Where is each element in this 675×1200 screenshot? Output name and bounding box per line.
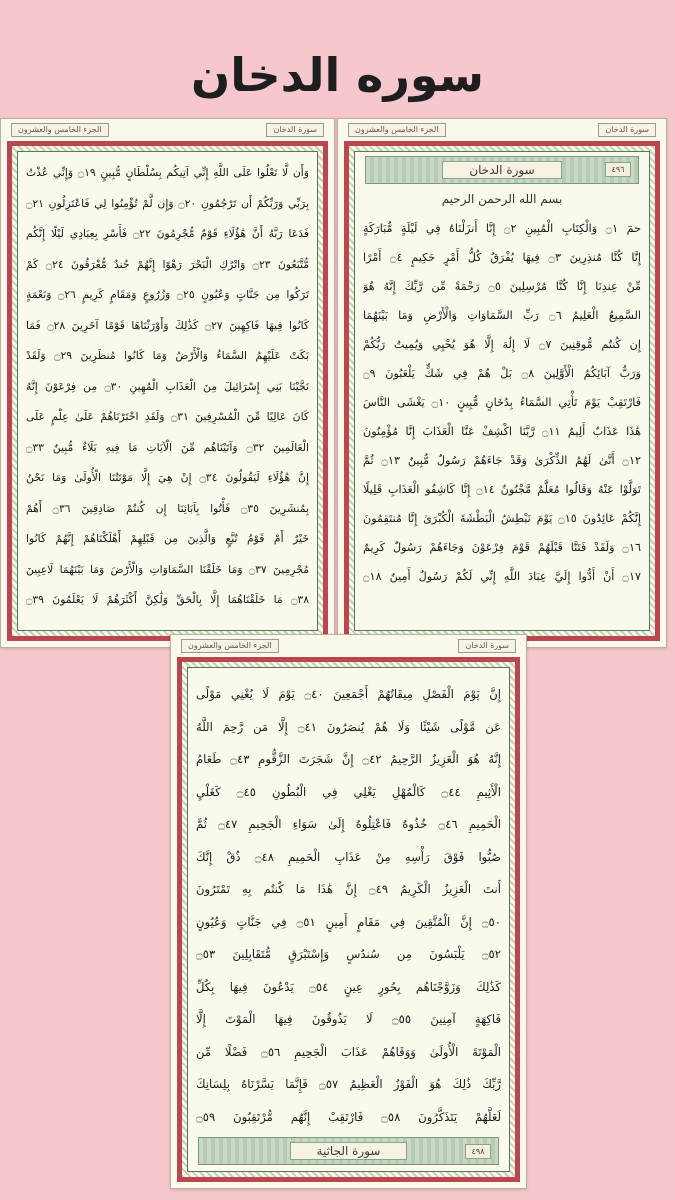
- verse-line: مُجْرِمِينَ ۝٣٧ وَمَا خَلَقْنَا السَّمَاوَاتِ وَالْأَرْضَ وَمَا بَيْنَهُمَا لَاعِبِينَ: [26, 562, 309, 576]
- verse-lines: [363, 214, 641, 591]
- verse-line: صُبُّوا فَوْقَ رَأْسِهِ مِنْ عَذَابِ الْحَمِيمِ ۝٤٨ ذُقْ إِنَّكَ: [196, 849, 501, 864]
- surah-banner: [365, 156, 639, 184]
- surah-banner: [198, 1137, 499, 1165]
- header-surah-name: سورة الدخان: [458, 639, 516, 653]
- surah-banner-title: سورة الجاثية: [290, 1142, 408, 1160]
- verse-line: الْعَالَمِينَ ۝٣٢ وَآتَيْنَاهُم مِّنَ الْآيَاتِ مَا فِيهِ بَلَاءٌ مُّبِينٌ ۝٣٣: [26, 440, 309, 454]
- verse-line: ۝١٧ أَنْ أَدُّوا إِلَيَّ عِبَادَ اللَّهِ إِنِّي لَكُمْ رَسُولٌ أَمِينٌ ۝١٨: [363, 570, 641, 583]
- verse-line: مِّنْ عِندِنَا إِنَّا كُنَّا مُرْسِلِينَ ۝٥ رَحْمَةً مِّن رَّبِّكَ إِنَّهُ هُوَ: [363, 280, 641, 293]
- verse-line: خَيْرٌ أَمْ قَوْمُ تُبَّعٍ وَالَّذِينَ مِن قَبْلِهِمْ أَهْلَكْنَاهُمْ إِنَّهُمْ كَانُوا: [26, 532, 309, 545]
- verse-lines: [26, 158, 309, 616]
- verse-line: إِنَّ يَوْمَ الْفَصْلِ مِيقَاتُهُمْ أَجْمَعِينَ ۝٤٠ يَوْمَ لَا يُغْنِي مَوْلًى: [196, 687, 501, 701]
- verse-line: حمٓ ۝١ وَالْكِتَابِ الْمُبِينِ ۝٢ إِنَّا أَنزَلْنَاهُ فِي لَيْلَةٍ مُّبَارَكَةٍ: [363, 222, 641, 235]
- verse-line: ۝٥٠ إِنَّ الْمُتَّقِينَ فِي مَقَامٍ أَمِينٍ ۝٥١ فِي جَنَّاتٍ وَعُيُونٍ: [196, 914, 501, 929]
- verse-line: ۝٥٢ يَلْبَسُونَ مِن سُندُسٍ وَإِسْتَبْرَقٍ مُّتَقَابِلِينَ ۝٥٣: [196, 947, 501, 961]
- quran-page-left: [0, 118, 335, 648]
- verse-line: كَانُوا فِيهَا فَاكِهِينَ ۝٢٧ كَذَٰلِكَ وَأَوْرَثْنَاهَا قَوْمًا آخَرِينَ ۝٢٨ فَمَا: [26, 318, 309, 332]
- verse-line: إِن كُنتُم مُّوقِنِينَ ۝٧ لَا إِلَٰهَ إِلَّا هُوَ يُحْيِي وَيُمِيتُ رَبُّكُمْ: [363, 338, 641, 351]
- page-title: سوره الدخان: [190, 48, 485, 102]
- ornamental-frame: [344, 141, 660, 641]
- basmala: بسم الله الرحمن الرحيم: [441, 192, 563, 206]
- verse-line: كَذَٰلِكَ وَزَوَّجْنَاهُم بِحُورٍ عِينٍ ۝٥٤ يَدْعُونَ فِيهَا بِكُلِّ: [196, 979, 501, 994]
- header-surah-name: سورة الدخان: [266, 123, 324, 137]
- verse-line: عَن مَّوْلًى شَيْئًا وَلَا هُمْ يُنصَرُونَ ۝٤١ إِلَّا مَن رَّحِمَ اللَّهُ: [196, 719, 501, 734]
- page-header: [11, 123, 324, 137]
- verse-line: تَوَلَّوْا عَنْهُ وَقَالُوا مُعَلَّمٌ مَّجْنُونٌ ۝١٤ إِنَّا كَاشِفُو الْعَذَابِ قَلِيلًا: [363, 483, 641, 496]
- page-header: [348, 123, 656, 137]
- verse-line: إِنَّهُ هُوَ الْعَزِيزُ الرَّحِيمُ ۝٤٢ إِنَّ شَجَرَتَ الزَّقُّومِ ۝٤٣ طَعَامُ: [196, 752, 501, 766]
- verse-line: وَأَن لَّا تَعْلُوا عَلَى اللَّهِ إِنِّي آتِيكُم بِسُلْطَانٍ مُّبِينٍ ۝١٩ وَإِنِّي عُذْتُ: [26, 166, 309, 179]
- text-area: [354, 151, 650, 631]
- header-juz-name: الجزء الخامس والعشرون: [348, 123, 446, 137]
- verse-line: الْمَوْتَةَ الْأُولَىٰ وَوَقَاهُمْ عَذَابَ الْجَحِيمِ ۝٥٦ فَضْلًا مِّن: [196, 1044, 501, 1059]
- verse-line: فَارْتَقِبْ يَوْمَ تَأْتِي السَّمَاءُ بِدُخَانٍ مُّبِينٍ ۝١٠ يَغْشَى النَّاسَ: [363, 396, 641, 409]
- verse-line: هَٰذَا عَذَابٌ أَلِيمٌ ۝١١ رَّبَّنَا اكْشِفْ عَنَّا الْعَذَابَ إِنَّا مُؤْمِنُونَ: [363, 425, 641, 438]
- verse-line: مُّتَّبَعُونَ ۝٢٣ وَاتْرُكِ الْبَحْرَ رَهْوًا إِنَّهُمْ جُندٌ مُّغْرَقُونَ ۝٢٤ كَمْ: [26, 257, 309, 271]
- page-header: [181, 639, 516, 653]
- verse-line: ۝١٦ وَلَقَدْ فَتَنَّا قَبْلَهُمْ قَوْمَ فِرْعَوْنَ وَجَاءَهُمْ رَسُولٌ كَرِيمٌ: [363, 541, 641, 554]
- verse-line: الْحَمِيمِ ۝٤٦ خُذُوهُ فَاعْتِلُوهُ إِلَىٰ سَوَاءِ الْجَحِيمِ ۝٤٧ ثُمَّ: [196, 817, 501, 831]
- page-number: ٤٩٦: [605, 162, 631, 177]
- verse-line: إِنَّ هَٰؤُلَاءِ لَيَقُولُونَ ۝٣٤ إِنْ هِيَ إِلَّا مَوْتَتُنَا الْأُولَىٰ وَمَا نَحْنُ: [26, 471, 309, 484]
- header-juz-name: الجزء الخامس والعشرون: [11, 123, 109, 137]
- ornamental-frame: [7, 141, 328, 641]
- verse-line: إِنَّا كُنَّا مُنذِرِينَ ۝٣ فِيهَا يُفْرَقُ كُلُّ أَمْرٍ حَكِيمٍ ۝٤ أَمْرًا: [363, 251, 641, 264]
- verse-line: فَدَعَا رَبَّهُ أَنَّ هَٰؤُلَاءِ قَوْمٌ مُّجْرِمُونَ ۝٢٢ فَأَسْرِ بِعِبَادِي لَيْلًا إِنَّكُم: [26, 227, 309, 240]
- verse-line: لَعَلَّهُمْ يَتَذَكَّرُونَ ۝٥٨ فَارْتَقِبْ إِنَّهُم مُّرْتَقِبُونَ ۝٥٩: [196, 1109, 501, 1124]
- header-juz-name: الجزء الخامس والعشرون: [181, 639, 279, 653]
- verse-line: رَّبِّكَ ذَٰلِكَ هُوَ الْفَوْزُ الْعَظِيمُ ۝٥٧ فَإِنَّمَا يَسَّرْنَاهُ بِلِسَانِكَ: [196, 1077, 501, 1091]
- surah-banner-title: سورة الدخان: [442, 161, 561, 179]
- verse-lines: [196, 678, 501, 1133]
- verse-line: بِمُنشَرِينَ ۝٣٥ فَأْتُوا بِآبَائِنَا إِن كُنتُمْ صَادِقِينَ ۝٣٦ أَهُمْ: [26, 501, 309, 515]
- verse-line: إِنَّكُمْ عَائِدُونَ ۝١٥ يَوْمَ نَبْطِشُ الْبَطْشَةَ الْكُبْرَىٰ إِنَّا مُنتَقِمُونَ: [363, 512, 641, 525]
- verse-line: السَّمِيعُ الْعَلِيمُ ۝٦ رَبِّ السَّمَاوَاتِ وَالْأَرْضِ وَمَا بَيْنَهُمَا: [363, 309, 641, 322]
- verse-line: تَرَكُوا مِن جَنَّاتٍ وَعُيُونٍ ۝٢٥ وَزُرُوعٍ وَمَقَامٍ كَرِيمٍ ۝٢٦ وَنَعْمَةٍ: [26, 288, 309, 301]
- text-area: [187, 667, 510, 1172]
- verse-line: نَجَّيْنَا بَنِي إِسْرَائِيلَ مِنَ الْعَذَابِ الْمُهِينِ ۝٣٠ مِن فِرْعَوْنَ إِنَّهُ: [26, 379, 309, 393]
- verse-line: كَانَ عَالِيًا مِّنَ الْمُسْرِفِينَ ۝٣١ وَلَقَدِ اخْتَرْنَاهُمْ عَلَىٰ عِلْمٍ عَلَى: [26, 410, 309, 423]
- quran-page-bottom: [170, 634, 527, 1189]
- quran-page-right: [337, 118, 667, 648]
- text-area: [17, 151, 318, 631]
- verse-line: فَاكِهَةٍ آمِنِينَ ۝٥٥ لَا يَذُوقُونَ فِيهَا الْمَوْتَ إِلَّا: [196, 1012, 501, 1026]
- header-surah-name: سورة الدخان: [598, 123, 656, 137]
- verse-line: بِرَبِّي وَرَبِّكُمْ أَن تَرْجُمُونِ ۝٢٠ وَإِن لَّمْ تُؤْمِنُوا لِي فَاعْتَزِلُونِ ۝٢١: [26, 196, 309, 210]
- verse-line: وَرَبُّ آبَائِكُمُ الْأَوَّلِينَ ۝٨ بَلْ هُمْ فِي شَكٍّ يَلْعَبُونَ ۝٩: [363, 367, 641, 380]
- verse-line: أَنتَ الْعَزِيزُ الْكَرِيمُ ۝٤٩ إِنَّ هَٰذَا مَا كُنتُم بِهِ تَمْتَرُونَ: [196, 882, 501, 896]
- verse-line: الْأَثِيمِ ۝٤٤ كَالْمُهْلِ يَغْلِي فِي الْبُطُونِ ۝٤٥ كَغَلْيِ: [196, 784, 501, 799]
- verse-line: بَكَتْ عَلَيْهِمُ السَّمَاءُ وَالْأَرْضُ وَمَا كَانُوا مُنظَرِينَ ۝٢٩ وَلَقَدْ: [26, 349, 309, 362]
- verse-line: ۝٣٨ مَا خَلَقْنَاهُمَا إِلَّا بِالْحَقِّ وَلَٰكِنَّ أَكْثَرَهُمْ لَا يَعْلَمُونَ ۝٣٩: [26, 593, 309, 606]
- verse-line: ۝١٢ أَنَّىٰ لَهُمُ الذِّكْرَىٰ وَقَدْ جَاءَهُمْ رَسُولٌ مُّبِينٌ ۝١٣ ثُمَّ: [363, 454, 641, 467]
- page-number: ٤٩٨: [465, 1144, 491, 1159]
- ornamental-frame: [177, 657, 520, 1182]
